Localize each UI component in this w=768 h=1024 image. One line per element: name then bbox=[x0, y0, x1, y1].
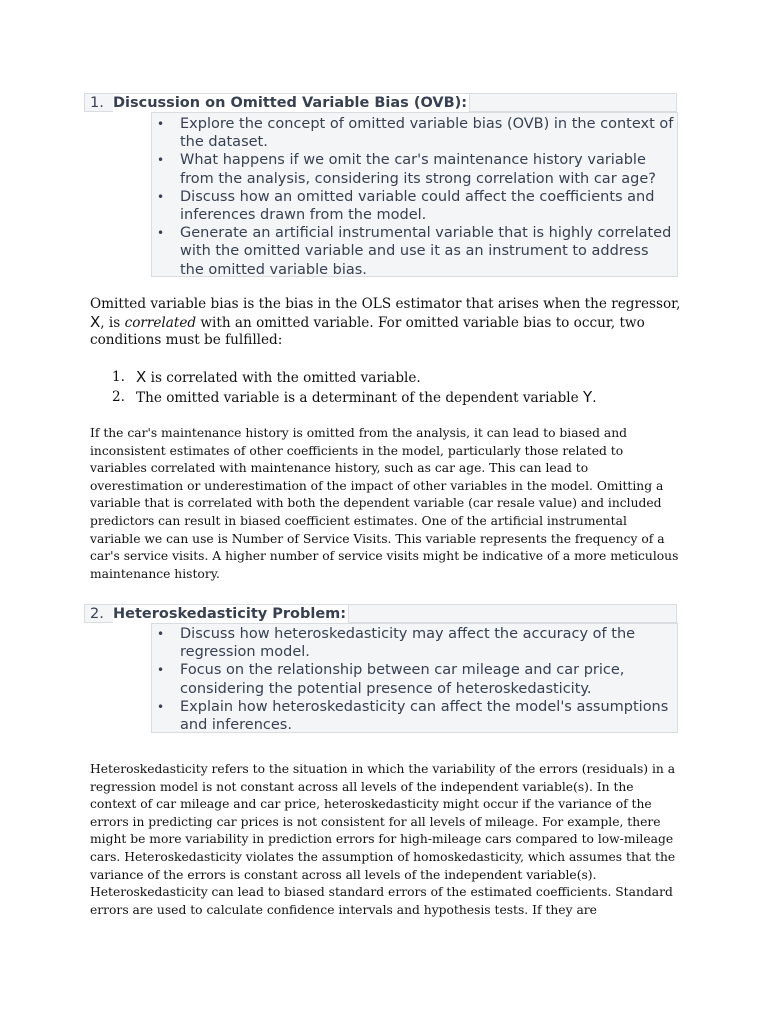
q2-bullet-1: • Discuss how heteroskedasticity may affect the accuracy of the regression model. bbox=[152, 625, 677, 661]
condition-2: 2. The omitted variable is a determinant of the dependent variable Y. bbox=[112, 388, 597, 406]
question-2-title: Heteroskedasticity Problem: bbox=[113, 605, 349, 624]
question-1-number: 1. bbox=[90, 95, 104, 111]
q1-bullet-1: • Explore the concept of omitted variable bias (OVB) in the context of the dataset. bbox=[152, 115, 677, 151]
question-1-title: Discussion on Omitted Variable Bias (OVB): bbox=[113, 94, 470, 113]
question-1-heading bbox=[84, 93, 677, 112]
condition-1: 1. X is correlated with the omitted variable. bbox=[112, 368, 421, 386]
q2-bullet-2: • Focus on the relationship between car mileage and car price, considering the potential presence of heteroskedasticity. bbox=[152, 661, 677, 697]
question-2-heading bbox=[84, 604, 677, 623]
q1-bullet-3: • Discuss how an omitted variable could affect the coefficients and inferences drawn from the model. bbox=[152, 188, 677, 224]
q2-bullet-3: • Explain how heteroskedasticity can affect the model's assumptions and inferences. bbox=[152, 698, 677, 734]
question-2-bullets bbox=[151, 623, 678, 733]
heteroskedasticity-answer: Heteroskedasticity refers to the situation in which the variability of the errors (residuals) in a regression model is not constant across all levels of the independent variable(s). In the context of car mileage and car price, heteroskedasticity might occur if the variance of the errors in predicting car prices is not consistent for all levels of mileage. For example, there might be more variability in prediction errors for high-mileage cars compared to low-mileage cars. Heteroskedasticity violates the assumption of homoskedasticity, which assumes that the variance of the errors is constant across all levels of the independent variable(s). Heteroskedasticity can lead to biased standard errors of the estimated coefficients. Standard errors are used to calculate confidence intervals and hypothesis tests. If they are bbox=[90, 762, 676, 917]
ovb-answer: If the car's maintenance history is omitted from the analysis, it can lead to biased and inconsistent estimates of other coefficients in the model, particularly those related to variables correlated with maintenance history, such as car age. This can lead to overestimation or underestimation of the impact of other variables in the model. Omitting a variable that is correlated with both the dependent variable (car resale value) and included predictors can result in biased coefficient estimates. One of the artificial instrumental variable we can use is Number of Service Visits. This variable represents the frequency of a car's service visits. A higher number of service visits might be indicative of a more meticulous maintenance history. bbox=[90, 426, 679, 581]
question-1-bullets bbox=[151, 112, 678, 277]
ovb-conditions-list bbox=[90, 368, 690, 408]
question-2-number: 2. bbox=[90, 606, 104, 622]
ovb-definition: Omitted variable bias is the bias in the OLS estimator that arises when the regressor, X, is correlated with an omitted variable. For omitted variable bias to occur, two conditions must be fulfilled: bbox=[90, 296, 681, 348]
q1-bullet-2: • What happens if we omit the car's maintenance history variable from the analysis, considering its strong correlation with car age? bbox=[152, 151, 677, 187]
q1-bullet-4: • Generate an artificial instrumental variable that is highly correlated with the omitted variable and use it as an instrument to address the omitted variable bias. bbox=[152, 224, 677, 279]
var-x: X bbox=[90, 312, 101, 331]
